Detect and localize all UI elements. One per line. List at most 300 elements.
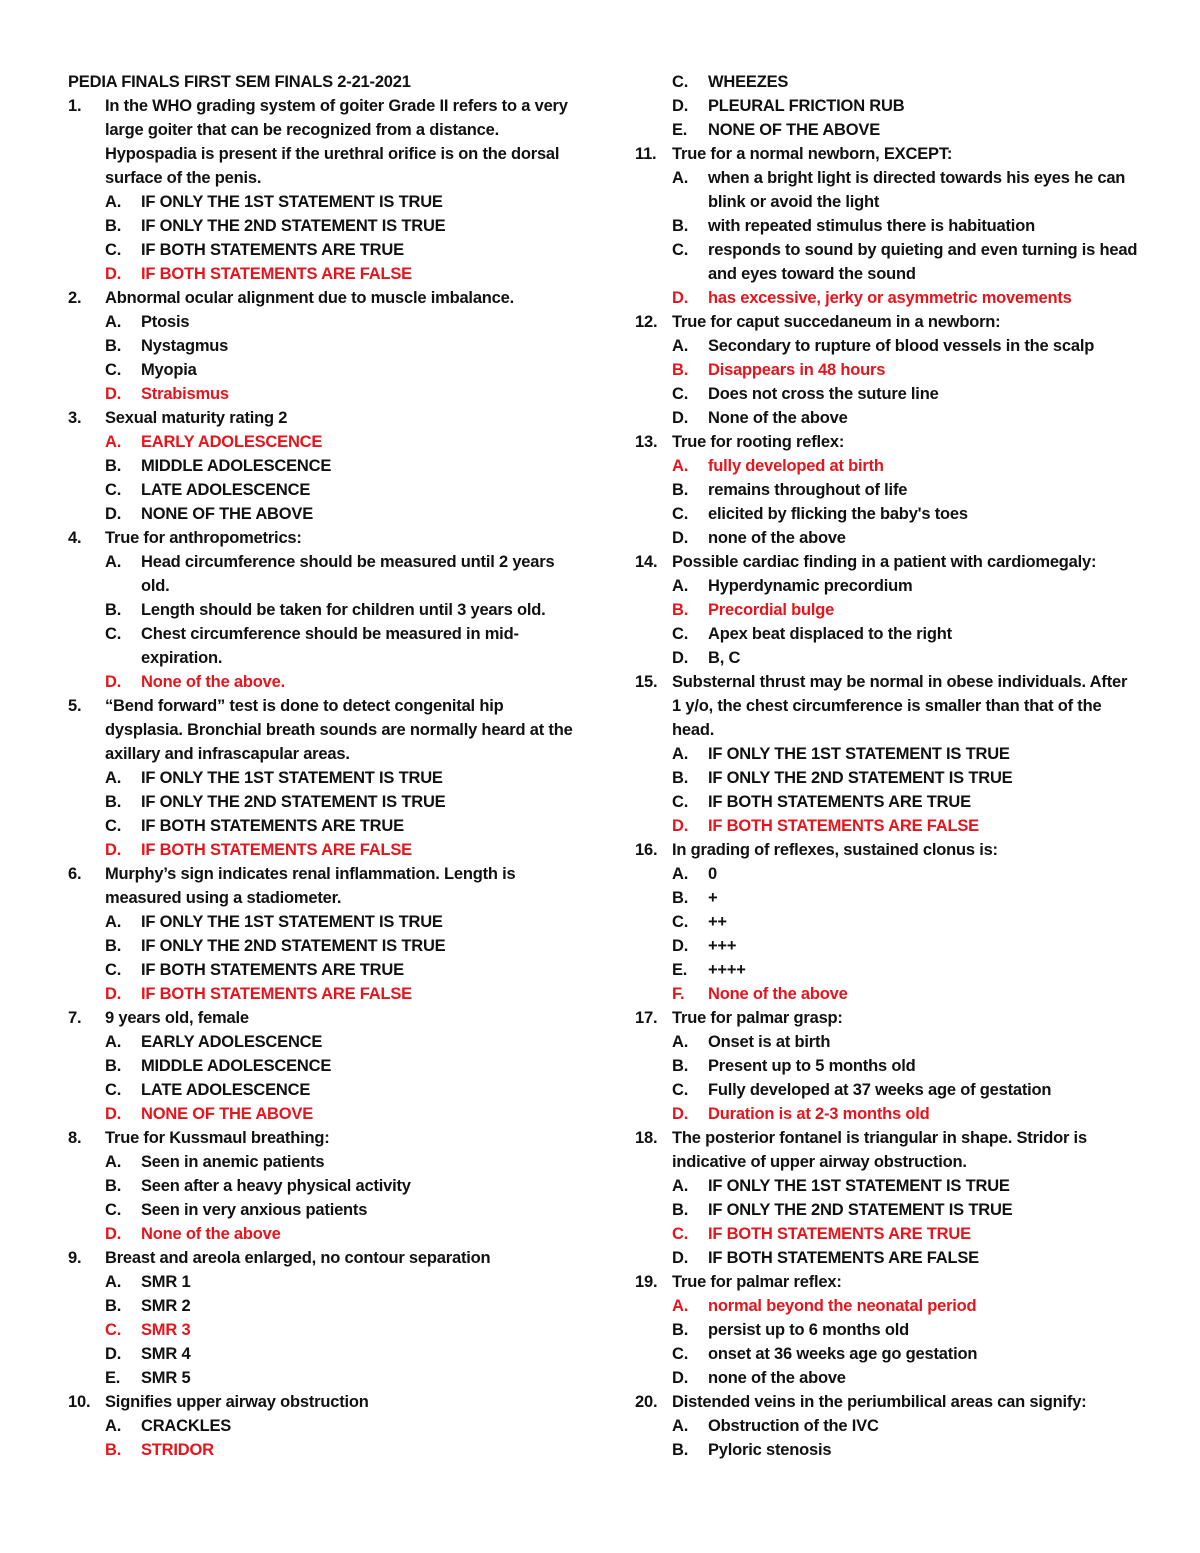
answer-option (635, 1246, 1140, 1270)
document-title: PEDIA FINALS FIRST SEM FINALS 2-21-2021 (68, 73, 411, 91)
answer-option (635, 166, 1140, 214)
option-letter: B. (105, 1441, 122, 1459)
question-text: 9 years old, female (105, 1009, 249, 1027)
question-number: 6. (68, 865, 82, 883)
answer-option (635, 574, 1140, 598)
option-text: ++++ (708, 961, 746, 979)
answer-option (68, 190, 573, 214)
option-text: Ptosis (141, 313, 190, 331)
question-text: In the WHO grading system of goiter Grade II refers to a very large goiter that can be recognized from a distance. Hypospadia is present if the urethral orifice is on the dorsal surface of the penis. (105, 97, 568, 187)
option-text: EARLY ADOLESCENCE (141, 433, 323, 451)
answer-option (635, 1174, 1140, 1198)
answer-option (68, 1198, 573, 1222)
option-text: Hyperdynamic precordium (708, 577, 913, 595)
option-text: SMR 4 (141, 1345, 191, 1363)
option-letter: B. (672, 601, 689, 619)
answer-option (635, 94, 1140, 118)
question-block (635, 70, 1140, 142)
question-text: Possible cardiac finding in a patient with cardiomegaly: (672, 553, 1097, 571)
option-text: IF BOTH STATEMENTS ARE FALSE (141, 985, 412, 1003)
option-letter: D. (105, 673, 122, 691)
question-block (68, 286, 573, 406)
option-text: Secondary to rupture of blood vessels in the scalp (708, 337, 1095, 355)
question-stem (68, 1390, 573, 1414)
answer-option (635, 478, 1140, 502)
question-text: Signifies upper airway obstruction (105, 1393, 369, 1411)
answer-option (68, 550, 573, 598)
answer-option (635, 334, 1140, 358)
option-letter: D. (672, 97, 689, 115)
option-text: IF BOTH STATEMENTS ARE TRUE (141, 241, 404, 259)
option-letter: B. (672, 217, 689, 235)
option-letter: A. (672, 169, 689, 187)
question-number: 19. (635, 1273, 658, 1291)
option-text: SMR 3 (141, 1321, 191, 1339)
question-stem (635, 310, 1140, 334)
option-letter: D. (105, 1225, 122, 1243)
option-text: CRACKLES (141, 1417, 232, 1435)
option-letter: B. (672, 769, 689, 787)
option-text: remains throughout of life (708, 481, 908, 499)
question-block (635, 310, 1140, 430)
question-text: True for palmar grasp: (672, 1009, 843, 1027)
question-block (635, 670, 1140, 838)
question-number: 18. (635, 1129, 658, 1147)
option-letter: D. (105, 1105, 122, 1123)
answer-option (635, 502, 1140, 526)
answer-option-correct (68, 1318, 573, 1342)
question-number: 2. (68, 289, 82, 307)
question-number: 7. (68, 1009, 82, 1027)
question-stem (635, 1390, 1140, 1414)
question-stem (68, 1246, 573, 1270)
question-number: 11. (635, 145, 657, 163)
option-letter: C. (105, 1081, 122, 1099)
option-text: IF BOTH STATEMENTS ARE TRUE (708, 1225, 971, 1243)
option-text: ++ (708, 913, 727, 931)
option-letter: D. (105, 505, 122, 523)
option-text: IF BOTH STATEMENTS ARE TRUE (708, 793, 971, 811)
answer-option-correct (68, 382, 573, 406)
question-block (68, 1246, 573, 1390)
question-block (68, 694, 573, 862)
option-letter: E. (672, 961, 688, 979)
option-letter: A. (672, 1297, 689, 1315)
option-letter: C. (672, 793, 689, 811)
option-letter: D. (105, 841, 122, 859)
question-stem (68, 286, 573, 310)
question-stem (635, 1126, 1140, 1174)
question-stem (68, 1126, 573, 1150)
option-letter: A. (105, 769, 122, 787)
answer-option (68, 622, 573, 670)
question-block (635, 838, 1140, 1006)
answer-option (635, 1318, 1140, 1342)
answer-option-correct (635, 598, 1140, 622)
option-letter: B. (672, 481, 689, 499)
option-letter: C. (672, 385, 689, 403)
answer-option-correct (635, 286, 1140, 310)
question-number: 9. (68, 1249, 82, 1267)
question-block (68, 862, 573, 1006)
option-letter: D. (105, 1345, 122, 1363)
left-column (68, 70, 573, 1462)
answer-option-correct (635, 1102, 1140, 1126)
option-letter: A. (105, 193, 122, 211)
answer-option (635, 238, 1140, 286)
option-text: elicited by flicking the baby's toes (708, 505, 968, 523)
answer-option-correct (635, 982, 1140, 1006)
option-text: LATE ADOLESCENCE (141, 481, 311, 499)
option-text: when a bright light is directed towards his eyes he can blink or avoid the light (708, 169, 1126, 211)
answer-option (635, 886, 1140, 910)
option-letter: A. (105, 1417, 122, 1435)
option-letter: B. (672, 889, 689, 907)
question-text: The posterior fontanel is triangular in shape. Stridor is indicative of upper airway obstruction. (672, 1129, 1087, 1171)
option-text: onset at 36 weeks age go gestation (708, 1345, 978, 1363)
option-letter: D. (672, 1249, 689, 1267)
answer-option-correct (68, 262, 573, 286)
question-block (635, 1270, 1140, 1390)
question-text: Breast and areola enlarged, no contour separation (105, 1249, 491, 1267)
question-number: 5. (68, 697, 82, 715)
option-letter: A. (672, 1417, 689, 1435)
option-text: IF BOTH STATEMENTS ARE TRUE (141, 817, 404, 835)
answer-option (68, 598, 573, 622)
question-stem (635, 430, 1140, 454)
option-text: Strabismus (141, 385, 229, 403)
option-letter: C. (672, 505, 689, 523)
option-letter: C. (105, 361, 122, 379)
question-stem (635, 550, 1140, 574)
option-letter: B. (105, 601, 122, 619)
option-text: IF ONLY THE 2ND STATEMENT IS TRUE (141, 793, 446, 811)
option-text: IF ONLY THE 2ND STATEMENT IS TRUE (708, 1201, 1013, 1219)
question-block (635, 550, 1140, 670)
question-number: 12. (635, 313, 658, 331)
answer-option (635, 118, 1140, 142)
question-text: True for caput succedaneum in a newborn: (672, 313, 1001, 331)
option-text: MIDDLE ADOLESCENCE (141, 457, 332, 475)
option-letter: C. (105, 241, 122, 259)
answer-option (68, 1270, 573, 1294)
option-text: None of the above (141, 1225, 281, 1243)
question-block (635, 1006, 1140, 1126)
option-text: normal beyond the neonatal period (708, 1297, 977, 1315)
option-letter: A. (672, 865, 689, 883)
answer-option (635, 382, 1140, 406)
option-letter: A. (672, 1177, 689, 1195)
option-text: Obstruction of the IVC (708, 1417, 879, 1435)
option-letter: B. (672, 1201, 689, 1219)
answer-option (635, 1198, 1140, 1222)
option-letter: D. (672, 1369, 689, 1387)
option-letter: B. (105, 937, 122, 955)
question-number: 14. (635, 553, 658, 571)
answer-option (68, 454, 573, 478)
answer-option (68, 1174, 573, 1198)
option-letter: A. (105, 1153, 122, 1171)
question-number: 1. (68, 97, 82, 115)
option-text: SMR 5 (141, 1369, 191, 1387)
option-letter: C. (672, 241, 689, 259)
question-number: 17. (635, 1009, 658, 1027)
question-block (68, 406, 573, 526)
question-stem (68, 862, 573, 910)
question-stem (635, 1270, 1140, 1294)
answer-option-correct (68, 1438, 573, 1462)
option-letter: A. (105, 433, 122, 451)
option-letter: D. (672, 409, 689, 427)
option-text: Seen in anemic patients (141, 1153, 325, 1171)
option-text: Chest circumference should be measured in mid-expiration. (141, 625, 519, 667)
option-letter: D. (105, 385, 122, 403)
option-text: SMR 2 (141, 1297, 191, 1315)
answer-option (68, 766, 573, 790)
option-letter: C. (105, 625, 122, 643)
question-block (68, 1006, 573, 1126)
right-column (635, 70, 1140, 1462)
option-letter: D. (672, 937, 689, 955)
option-text: Seen in very anxious patients (141, 1201, 368, 1219)
answer-option (635, 766, 1140, 790)
option-letter: B. (105, 1177, 122, 1195)
answer-option (68, 214, 573, 238)
question-number: 13. (635, 433, 658, 451)
answer-option (635, 70, 1140, 94)
question-block (635, 1126, 1140, 1270)
option-text: IF BOTH STATEMENTS ARE FALSE (141, 265, 412, 283)
option-text: Disappears in 48 hours (708, 361, 886, 379)
option-letter: A. (672, 1033, 689, 1051)
question-stem (68, 1006, 573, 1030)
question-stem (68, 406, 573, 430)
question-block (68, 526, 573, 694)
option-text: 0 (708, 865, 717, 883)
question-number: 16. (635, 841, 658, 859)
answer-option (68, 1366, 573, 1390)
answer-option (68, 790, 573, 814)
option-letter: B. (672, 1057, 689, 1075)
answer-option-correct (68, 1222, 573, 1246)
option-letter: C. (105, 481, 122, 499)
question-number: 10. (68, 1393, 91, 1411)
option-text: Nystagmus (141, 337, 229, 355)
answer-option (68, 310, 573, 334)
answer-option (68, 1414, 573, 1438)
question-stem (635, 838, 1140, 862)
option-text: with repeated stimulus there is habituation (708, 217, 1035, 235)
option-text: has excessive, jerky or asymmetric movements (708, 289, 1072, 307)
question-text: True for anthropometrics: (105, 529, 302, 547)
option-text: Length should be taken for children until 3 years old. (141, 601, 546, 619)
option-text: persist up to 6 months old (708, 1321, 910, 1339)
option-text: Fully developed at 37 weeks age of gestation (708, 1081, 1052, 1099)
answer-option (635, 934, 1140, 958)
option-text: WHEEZES (708, 73, 789, 91)
answer-option (635, 622, 1140, 646)
option-text: IF BOTH STATEMENTS ARE TRUE (141, 961, 404, 979)
option-text: Myopia (141, 361, 197, 379)
option-text: NONE OF THE ABOVE (141, 505, 314, 523)
option-text: fully developed at birth (708, 457, 884, 475)
question-stem (68, 526, 573, 550)
option-letter: C. (105, 961, 122, 979)
question-block (635, 430, 1140, 550)
option-letter: E. (105, 1369, 121, 1387)
answer-option-correct (635, 1294, 1140, 1318)
option-text: IF ONLY THE 1ST STATEMENT IS TRUE (141, 913, 443, 931)
option-text: NONE OF THE ABOVE (708, 121, 881, 139)
option-text: Head circumference should be measured until 2 years old. (141, 553, 555, 595)
question-number: 20. (635, 1393, 658, 1411)
option-text: NONE OF THE ABOVE (141, 1105, 314, 1123)
question-text: True for Kussmaul breathing: (105, 1129, 330, 1147)
option-letter: A. (105, 1273, 122, 1291)
option-letter: D. (105, 985, 122, 1003)
answer-option (68, 1078, 573, 1102)
option-text: Onset is at birth (708, 1033, 831, 1051)
question-block (68, 94, 573, 286)
question-block (635, 1390, 1140, 1462)
option-letter: B. (105, 1057, 122, 1075)
answer-option (68, 1342, 573, 1366)
option-letter: C. (105, 1201, 122, 1219)
option-letter: B. (672, 1321, 689, 1339)
option-text: None of the above. (141, 673, 285, 691)
question-stem (68, 94, 573, 190)
option-letter: C. (105, 817, 122, 835)
option-letter: B. (105, 457, 122, 475)
option-text: B, C (708, 649, 741, 667)
answer-option (635, 862, 1140, 886)
answer-option (68, 1294, 573, 1318)
answer-option-correct (68, 838, 573, 862)
answer-option-correct (635, 454, 1140, 478)
answer-option (635, 406, 1140, 430)
option-text: IF ONLY THE 2ND STATEMENT IS TRUE (708, 769, 1013, 787)
answer-option (68, 1030, 573, 1054)
option-text: IF BOTH STATEMENTS ARE FALSE (708, 817, 979, 835)
answer-option (635, 958, 1140, 982)
question-number: 4. (68, 529, 82, 547)
option-text: MIDDLE ADOLESCENCE (141, 1057, 332, 1075)
question-number: 15. (635, 673, 658, 691)
option-text: Seen after a heavy physical activity (141, 1177, 411, 1195)
option-letter: D. (672, 817, 689, 835)
answer-option (635, 1342, 1140, 1366)
answer-option-correct (68, 1102, 573, 1126)
option-letter: C. (672, 625, 689, 643)
answer-option (635, 526, 1140, 550)
question-number: 8. (68, 1129, 82, 1147)
option-text: + (708, 889, 718, 907)
option-letter: D. (672, 1105, 689, 1123)
option-letter: F. (672, 985, 685, 1003)
answer-option (635, 910, 1140, 934)
option-text: none of the above (708, 529, 846, 547)
answer-option (68, 502, 573, 526)
option-letter: A. (105, 1033, 122, 1051)
answer-option (635, 646, 1140, 670)
answer-option (635, 790, 1140, 814)
answer-option (68, 1150, 573, 1174)
option-letter: A. (105, 913, 122, 931)
answer-option (68, 910, 573, 934)
answer-option (635, 1030, 1140, 1054)
answer-option-correct (635, 358, 1140, 382)
option-letter: D. (105, 265, 122, 283)
option-letter: A. (672, 457, 689, 475)
answer-option (635, 1366, 1140, 1390)
option-text: IF ONLY THE 1ST STATEMENT IS TRUE (141, 193, 443, 211)
option-text: IF ONLY THE 1ST STATEMENT IS TRUE (141, 769, 443, 787)
option-letter: C. (672, 913, 689, 931)
option-letter: E. (672, 121, 688, 139)
question-text: Murphy’s sign indicates renal inflammation. Length is measured using a stadiometer. (105, 865, 516, 907)
option-letter: B. (672, 1441, 689, 1459)
answer-option (68, 478, 573, 502)
option-letter: A. (672, 745, 689, 763)
option-letter: B. (672, 361, 689, 379)
option-letter: D. (672, 529, 689, 547)
option-letter: C. (105, 1321, 122, 1339)
answer-option-correct (635, 1222, 1140, 1246)
option-text: EARLY ADOLESCENCE (141, 1033, 323, 1051)
option-letter: D. (672, 289, 689, 307)
answer-option-correct (68, 430, 573, 454)
question-stem (68, 694, 573, 766)
option-letter: C. (672, 1081, 689, 1099)
option-text: STRIDOR (141, 1441, 214, 1459)
option-text: IF BOTH STATEMENTS ARE FALSE (708, 1249, 979, 1267)
option-letter: A. (105, 553, 122, 571)
option-text: Duration is at 2-3 months old (708, 1105, 930, 1123)
option-letter: B. (105, 793, 122, 811)
option-text: IF ONLY THE 2ND STATEMENT IS TRUE (141, 937, 446, 955)
option-text: PLEURAL FRICTION RUB (708, 97, 905, 115)
option-letter: D. (672, 649, 689, 667)
question-block (68, 1126, 573, 1246)
option-text: SMR 1 (141, 1273, 191, 1291)
answer-option (635, 742, 1140, 766)
question-text: True for a normal newborn, EXCEPT: (672, 145, 953, 163)
option-letter: A. (672, 337, 689, 355)
option-text: none of the above (708, 1369, 846, 1387)
option-text: Does not cross the suture line (708, 385, 939, 403)
option-text: Apex beat displaced to the right (708, 625, 952, 643)
answer-option (68, 958, 573, 982)
question-text: True for palmar reflex: (672, 1273, 842, 1291)
option-text: None of the above (708, 985, 848, 1003)
question-block (635, 142, 1140, 310)
option-letter: C. (672, 1345, 689, 1363)
option-text: IF ONLY THE 1ST STATEMENT IS TRUE (708, 1177, 1010, 1195)
question-text: Substernal thrust may be normal in obese individuals. After 1 y/o, the chest circumference is smaller than that of the head. (672, 673, 1128, 739)
question-stem (635, 670, 1140, 742)
question-text: Abnormal ocular alignment due to muscle imbalance. (105, 289, 515, 307)
question-stem (635, 142, 1140, 166)
answer-option (635, 1438, 1140, 1462)
question-stem (635, 1006, 1140, 1030)
option-letter: C. (672, 1225, 689, 1243)
answer-option (635, 1414, 1140, 1438)
answer-option (68, 1054, 573, 1078)
question-text: Distended veins in the periumbilical areas can signify: (672, 1393, 1087, 1411)
answer-option (635, 1078, 1140, 1102)
answer-option (68, 814, 573, 838)
option-text: LATE ADOLESCENCE (141, 1081, 311, 1099)
